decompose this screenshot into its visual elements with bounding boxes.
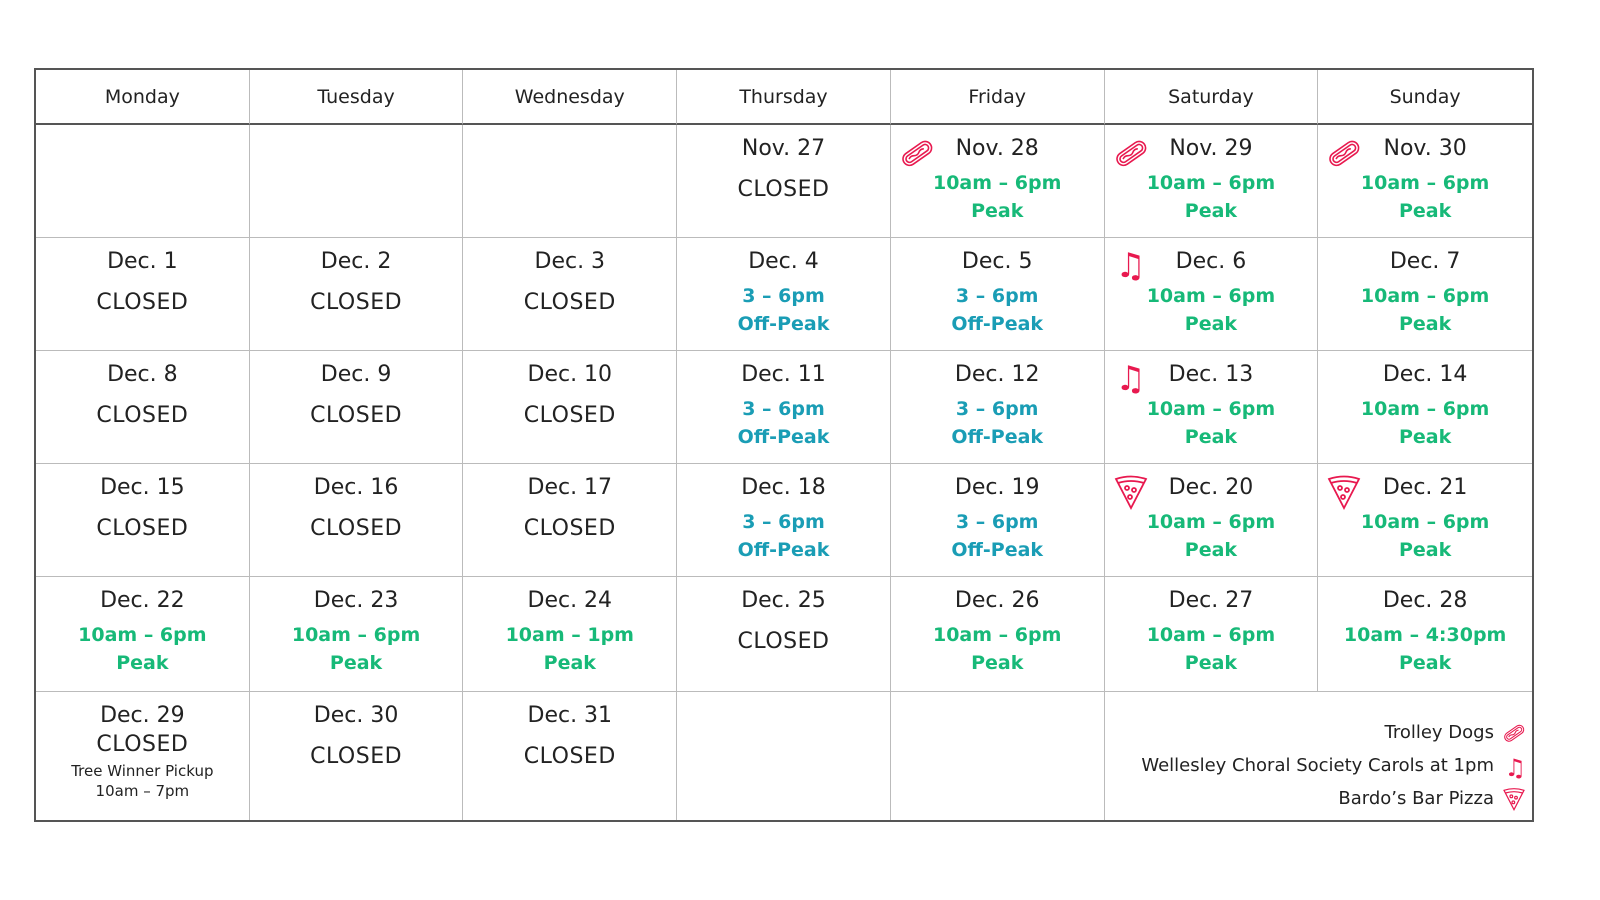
calendar-day <box>1318 464 1532 577</box>
date-label: Dec. 21 <box>1382 475 1468 500</box>
pizza-icon <box>1113 474 1149 510</box>
rate-type: Peak <box>1184 313 1238 335</box>
hours: 3 – 6pm Off-Peak <box>891 282 1104 338</box>
hours: 10am – 6pm Peak <box>1318 282 1532 338</box>
calendar-day <box>1105 125 1319 238</box>
day-header-tuesday: Tuesday <box>250 70 464 125</box>
closed-status: CLOSED <box>310 403 403 428</box>
rate-type: Off-Peak <box>951 426 1044 448</box>
legend <box>1105 692 1532 820</box>
hours: 10am – 6pm Peak <box>36 621 249 677</box>
rate-type: Off-Peak <box>737 539 830 561</box>
rate-type: Off-Peak <box>737 426 830 448</box>
closed-status: CLOSED <box>96 403 189 428</box>
date-label: Dec. 28 <box>1382 588 1468 613</box>
date-label: Dec. 31 <box>527 703 613 728</box>
date-label: Dec. 27 <box>1168 588 1254 613</box>
date-label: Dec. 25 <box>741 588 826 613</box>
hours: 10am – 6pm Peak <box>1105 621 1318 677</box>
calendar-day <box>677 351 891 464</box>
day-header-monday: Monday <box>36 70 250 125</box>
hours: 10am – 6pm Peak <box>1105 508 1318 564</box>
hotdog-icon <box>899 135 935 171</box>
calendar-day <box>250 238 464 351</box>
calendar-day <box>36 577 250 692</box>
day-header-saturday: Saturday <box>1105 70 1319 125</box>
calendar-day <box>1105 464 1319 577</box>
hours: 10am – 6pm Peak <box>891 169 1104 225</box>
note: Tree Winner Pickup <box>71 762 214 780</box>
date-label: Dec. 14 <box>1382 362 1468 387</box>
closed-status: CLOSED <box>737 629 830 654</box>
hours: 10am – 6pm Peak <box>1105 169 1318 225</box>
hours: 3 – 6pm Off-Peak <box>677 395 890 451</box>
day-header-friday: Friday <box>891 70 1105 125</box>
hotdog-icon <box>1113 135 1149 171</box>
closed-status: CLOSED <box>523 290 616 315</box>
rate-type: Peak <box>1184 652 1238 674</box>
hours: 10am – 6pm Peak <box>891 621 1104 677</box>
date-label: Dec. 4 <box>748 249 819 274</box>
calendar-day <box>250 351 464 464</box>
legend-item: Bardo’s Bar Pizza <box>1105 782 1526 815</box>
calendar-day <box>677 238 891 351</box>
empty-day <box>677 692 891 820</box>
rate-type: Peak <box>329 652 383 674</box>
date-label: Nov. 28 <box>955 136 1039 161</box>
closed-status: CLOSED <box>523 744 616 769</box>
date-label: Dec. 3 <box>534 249 606 274</box>
date-label: Dec. 26 <box>954 588 1040 613</box>
hours: 3 – 6pm Off-Peak <box>891 395 1104 451</box>
hours: 10am – 6pm Peak <box>250 621 463 677</box>
calendar-day <box>463 577 677 692</box>
date-label: Dec. 7 <box>1389 249 1461 274</box>
date-label: Dec. 23 <box>313 588 399 613</box>
date-label: Dec. 19 <box>954 475 1040 500</box>
date-label: Dec. 8 <box>107 362 178 387</box>
hours: 10am – 4:30pm Peak <box>1318 621 1532 677</box>
date-label: Dec. 9 <box>320 362 392 387</box>
calendar-day <box>463 464 677 577</box>
legend-item: Wellesley Choral Society Carols at 1pm ♫ <box>1141 753 1526 782</box>
music-notes-icon: ♫ <box>1115 246 1146 286</box>
date-label: Dec. 29 <box>100 703 185 728</box>
empty-day <box>891 692 1105 820</box>
calendar-day <box>891 125 1105 238</box>
calendar-day <box>1318 125 1532 238</box>
calendar-day <box>250 464 464 577</box>
music-notes-icon: ♫ <box>1115 359 1146 399</box>
calendar-day <box>1105 577 1319 692</box>
hours: 10am – 6pm Peak <box>1318 508 1532 564</box>
date-label: Dec. 5 <box>961 249 1033 274</box>
pizza-icon <box>1326 474 1362 510</box>
music-notes-icon: ♫ <box>1504 753 1526 782</box>
rate-type: Peak <box>543 652 596 674</box>
hours: 10am – 6pm Peak <box>1105 282 1318 338</box>
date-label: Dec. 30 <box>313 703 399 728</box>
date-label: Dec. 22 <box>100 588 185 613</box>
rate-type: Peak <box>1398 426 1452 448</box>
hotdog-icon <box>1326 135 1362 171</box>
closed-status: CLOSED <box>523 516 616 541</box>
calendar-day <box>463 351 677 464</box>
hours: 3 – 6pm Off-Peak <box>677 282 890 338</box>
rate-type: Peak <box>1184 426 1238 448</box>
rate-type: Peak <box>971 200 1024 222</box>
calendar-day <box>891 577 1105 692</box>
date-label: Dec. 2 <box>320 249 392 274</box>
calendar-day <box>1318 577 1532 692</box>
date-label: Dec. 15 <box>100 475 185 500</box>
empty-day <box>36 125 250 238</box>
date-label: Nov. 27 <box>741 136 826 161</box>
calendar-day <box>463 692 677 820</box>
rate-type: Peak <box>1184 539 1238 561</box>
closed-status: CLOSED <box>523 403 616 428</box>
closed-status: CLOSED <box>310 290 403 315</box>
calendar-day <box>250 692 464 820</box>
date-label: Nov. 30 <box>1383 136 1467 161</box>
calendar-day <box>463 238 677 351</box>
hours: 10am – 6pm Peak <box>1318 395 1532 451</box>
date-label: Dec. 18 <box>741 475 826 500</box>
rate-type: Off-Peak <box>951 539 1044 561</box>
pizza-icon <box>1502 787 1526 811</box>
rate-type: Peak <box>1398 539 1452 561</box>
date-label: Dec. 24 <box>527 588 613 613</box>
calendar-day <box>36 351 250 464</box>
calendar-day <box>36 238 250 351</box>
closed-status: CLOSED <box>310 516 403 541</box>
calendar-day <box>36 692 250 820</box>
calendar-day <box>677 464 891 577</box>
calendar-day <box>36 464 250 577</box>
closed-status: CLOSED <box>96 516 189 541</box>
calendar-day <box>891 351 1105 464</box>
rate-type: Peak <box>1398 313 1452 335</box>
rate-type: Peak <box>1398 652 1452 674</box>
date-label: Dec. 1 <box>107 249 178 274</box>
closed-status: CLOSED <box>96 290 189 315</box>
calendar-day <box>677 577 891 692</box>
empty-day <box>463 125 677 238</box>
calendar-day <box>1105 238 1319 351</box>
calendar-day <box>250 577 464 692</box>
calendar-day <box>891 238 1105 351</box>
hours: 10am – 6pm Peak <box>1318 169 1532 225</box>
date-label: Dec. 10 <box>527 362 613 387</box>
date-label: Dec. 16 <box>313 475 399 500</box>
closed-status: CLOSED <box>737 177 830 202</box>
rate-type: Off-Peak <box>951 313 1044 335</box>
date-label: Dec. 11 <box>741 362 826 387</box>
day-header-sunday: Sunday <box>1318 70 1532 125</box>
empty-day <box>250 125 464 238</box>
date-label: Dec. 20 <box>1168 475 1254 500</box>
date-label: Dec. 6 <box>1175 249 1247 274</box>
calendar-day <box>677 125 891 238</box>
calendar-day <box>891 464 1105 577</box>
hours: 10am – 1pm Peak <box>463 621 676 677</box>
rate-type: Off-Peak <box>737 313 830 335</box>
legend-item: Trolley Dogs <box>1105 716 1526 749</box>
date-label: Dec. 13 <box>1168 362 1254 387</box>
december-calendar <box>34 68 1534 822</box>
closed-status: CLOSED <box>96 732 189 757</box>
rate-type: Peak <box>1184 200 1238 222</box>
calendar-day <box>1105 351 1319 464</box>
hours: 10am – 6pm Peak <box>1105 395 1318 451</box>
rate-type: Peak <box>116 652 169 674</box>
date-label: Dec. 12 <box>954 362 1040 387</box>
hours: 3 – 6pm Off-Peak <box>891 508 1104 564</box>
hotdog-icon <box>1502 721 1526 745</box>
rate-type: Peak <box>1398 200 1452 222</box>
date-label: Nov. 29 <box>1169 136 1253 161</box>
calendar-day <box>1318 351 1532 464</box>
calendar-day <box>1318 238 1532 351</box>
day-header-wednesday: Wednesday <box>463 70 677 125</box>
rate-type: Peak <box>971 652 1024 674</box>
date-label: Dec. 17 <box>527 475 613 500</box>
closed-status: CLOSED <box>310 744 403 769</box>
note-hours: 10am – 7pm <box>95 782 190 800</box>
day-header-thursday: Thursday <box>677 70 891 125</box>
hours: 3 – 6pm Off-Peak <box>677 508 890 564</box>
